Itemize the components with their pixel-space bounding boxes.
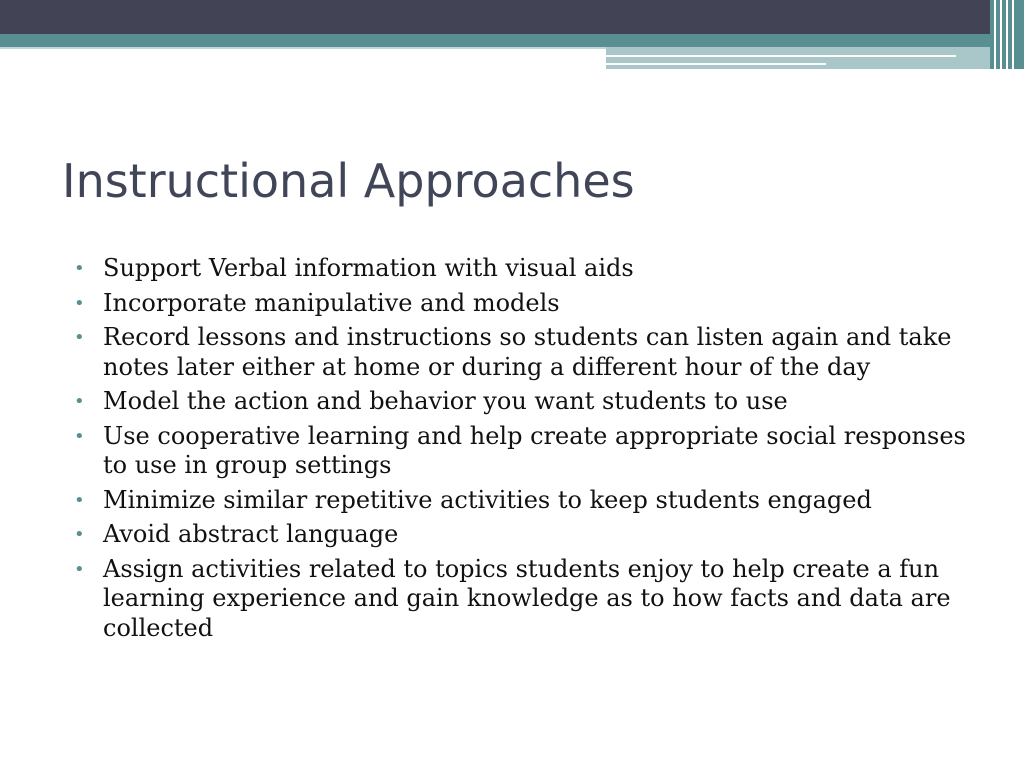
bullet-dot-icon: • bbox=[74, 524, 85, 545]
header-teal-band bbox=[0, 34, 1024, 47]
bullet-text: Assign activities related to topics students enjoy to help create a fun learning experience and gain knowledge as to how facts and data are collected bbox=[103, 554, 951, 642]
header-step-band bbox=[606, 47, 1024, 69]
bullet-text: Incorporate manipulative and models bbox=[103, 288, 560, 317]
bullet-dot-icon: • bbox=[74, 391, 85, 412]
bullet-item bbox=[72, 422, 972, 481]
bullet-dot-icon: • bbox=[74, 292, 85, 314]
bullet-item bbox=[72, 289, 972, 319]
bullet-item bbox=[72, 520, 972, 550]
bullet-text: Support Verbal information with visual aids bbox=[103, 254, 634, 282]
bullet-text: Avoid abstract language bbox=[103, 520, 399, 548]
bullet-dot-icon: • bbox=[74, 558, 85, 580]
bullet-item bbox=[72, 486, 972, 516]
bullet-dot-icon: • bbox=[74, 425, 85, 447]
bullet-dot-icon: • bbox=[74, 258, 85, 279]
header-vertical-line bbox=[1006, 0, 1008, 69]
bullet-list bbox=[72, 254, 972, 648]
bullet-item bbox=[72, 254, 972, 284]
bullet-text: Model the action and behavior you want students to use bbox=[103, 387, 788, 415]
header-step-line bbox=[606, 55, 956, 57]
header-vertical-line bbox=[994, 0, 996, 69]
bullet-item bbox=[72, 387, 972, 417]
bullet-text: Use cooperative learning and help create appropriate social responses to use in group settings bbox=[103, 421, 966, 479]
header-step-line bbox=[606, 63, 826, 65]
bullet-dot-icon: • bbox=[74, 489, 85, 511]
bullet-item bbox=[72, 323, 972, 382]
slide-title: Instructional Approaches bbox=[62, 154, 635, 208]
bullet-item bbox=[72, 555, 972, 644]
header-vertical-line bbox=[1012, 0, 1014, 69]
header-vertical-line bbox=[1000, 0, 1002, 69]
bullet-text: Minimize similar repetitive activities to keep students engaged bbox=[103, 485, 872, 514]
bullet-text: Record lessons and instructions so students can listen again and take notes later either at home or during a different hour of the day bbox=[103, 323, 952, 381]
header-dark-band bbox=[0, 0, 1024, 34]
bullet-dot-icon: • bbox=[74, 327, 85, 348]
header-light-line bbox=[0, 47, 606, 49]
